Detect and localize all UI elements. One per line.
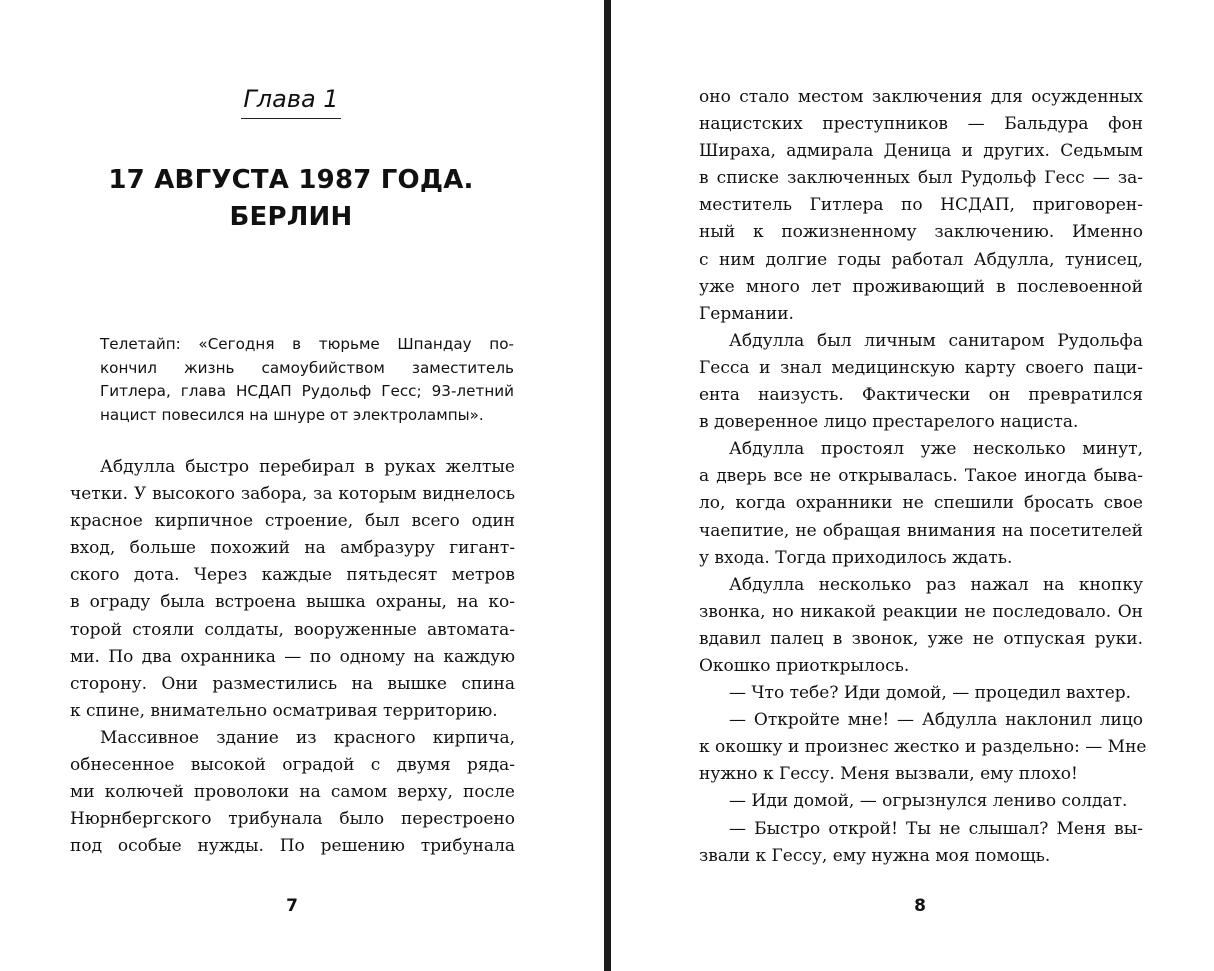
text-line: ента наизусть. Фактически он превратился <box>699 385 1143 406</box>
text-line: оно стало местом заключения для осужденных <box>699 87 1143 107</box>
chapter-title <box>0 162 582 236</box>
text-line: торой стояли солдаты, вооруженные автомата- <box>70 619 515 640</box>
epigraph-line: Телетайп: «Сегодня в тюрьме Шпандау по- <box>100 335 514 353</box>
page-number: 7 <box>286 896 298 916</box>
text-line: обнесенное высокой оградой с двумя ряда- <box>70 755 515 776</box>
book-spine <box>604 0 611 971</box>
text-line: Шираха, адмирала Деница и других. Седьмым <box>699 141 1143 162</box>
text-line: ского дота. Через каждые пятьдесят метров <box>70 565 515 586</box>
text-line: сторону. Они разместились на вышке спина <box>70 673 515 694</box>
text-line: — Что тебе? Иди домой, — процедил вахтер. <box>729 683 1132 704</box>
text-line: меститель Гитлера по НСДАП, приговорен- <box>699 195 1143 216</box>
text-line: Гесса и знал медицинскую карту своего паци- <box>699 357 1143 378</box>
text-line: а дверь все не открывалась. Такое иногда быва- <box>699 466 1143 487</box>
epigraph-line: кончил жизнь самоубийством заместитель <box>100 358 514 377</box>
text-line: Окошко приоткрылось. <box>699 655 910 676</box>
epigraph-line: нацист повесился на шнуре от электролампы». <box>100 405 484 424</box>
text-line: с ним долгие годы работал Абдулла, тунисец, <box>699 249 1143 270</box>
chapter-label-text: Глава 1 <box>241 82 340 119</box>
text-line: Абдулла быстро перебирал в руках желтые <box>100 457 515 477</box>
teletype-epigraph <box>100 333 514 427</box>
text-line: к окошку и произнес жестко и раздельно: — Мне <box>699 737 1147 758</box>
chapter-label <box>0 82 582 119</box>
text-line: в списке заключенных был Рудольф Гесс — за- <box>699 168 1143 189</box>
epigraph-line: Гитлера, глава НСДАП Рудольф Гесс; 93-летний <box>100 382 514 400</box>
text-line: уже много лет проживающий в послевоенной <box>699 276 1143 297</box>
chapter-title-line: 17 АВГУСТА 1987 ГОДА. <box>108 165 474 195</box>
text-line: вход, больше похожий на амбразуру гигант- <box>70 538 515 559</box>
right-body-text <box>699 84 1147 870</box>
text-line: Абдулла несколько раз нажал на кнопку <box>729 574 1143 595</box>
text-line: Абдулла простоял уже несколько минут, <box>729 439 1143 460</box>
text-line: вдавил палец в звонок, уже не отпуская руки. <box>699 628 1143 649</box>
text-line: красное кирпичное строение, был всего один <box>70 511 515 532</box>
text-line: чаепитие, не обращая внимания на посетителей <box>699 520 1143 541</box>
text-line: в доверенное лицо престарелого нациста. <box>699 412 1079 433</box>
text-line: у входа. Тогда приходилось ждать. <box>699 547 1013 568</box>
text-line: нужно к Гессу. Меня вызвали, ему плохо! <box>699 764 1078 785</box>
text-line: Массивное здание из красного кирпича, <box>100 727 515 748</box>
text-line: нацистских преступников — Бальдура фон <box>699 114 1143 135</box>
page-number: 8 <box>914 896 926 916</box>
text-line: Абдулла был личным санитаром Рудольфа <box>729 330 1143 351</box>
text-line: — Быстро открой! Ты не слышал? Меня вы- <box>729 818 1143 839</box>
chapter-title-line: БЕРЛИН <box>229 202 353 232</box>
text-line: звали к Гессу, ему нужна моя помощь. <box>699 845 1051 866</box>
text-line: ми колючей проволоки на самом верху, после <box>70 782 515 803</box>
right-page <box>611 0 1214 971</box>
text-line: — Откройте мне! — Абдулла наклонил лицо <box>729 710 1143 731</box>
text-line: к спине, внимательно осматривая территорию. <box>70 700 498 721</box>
text-line: — Иди домой, — огрызнулся лениво солдат. <box>729 791 1128 812</box>
text-line: четки. У высокого забора, за которым виднелось <box>70 484 515 505</box>
text-line: Германии. <box>699 303 794 324</box>
text-line: в ограду была встроена вышка охраны, на ко- <box>70 592 515 613</box>
text-line: звонка, но никакой реакции не последовало. Он <box>699 601 1143 622</box>
left-page <box>0 0 604 971</box>
text-line: ми. По два охранника — по одному на каждую <box>70 646 515 667</box>
text-line: ло, когда охранники не спешили бросать свое <box>699 493 1143 514</box>
text-line: под особые нужды. По решению трибунала <box>70 836 515 857</box>
text-line: ный к пожизненному заключению. Именно <box>699 222 1143 243</box>
text-line: Нюрнбергского трибунала было перестроено <box>70 809 515 830</box>
left-body-text <box>70 454 515 860</box>
